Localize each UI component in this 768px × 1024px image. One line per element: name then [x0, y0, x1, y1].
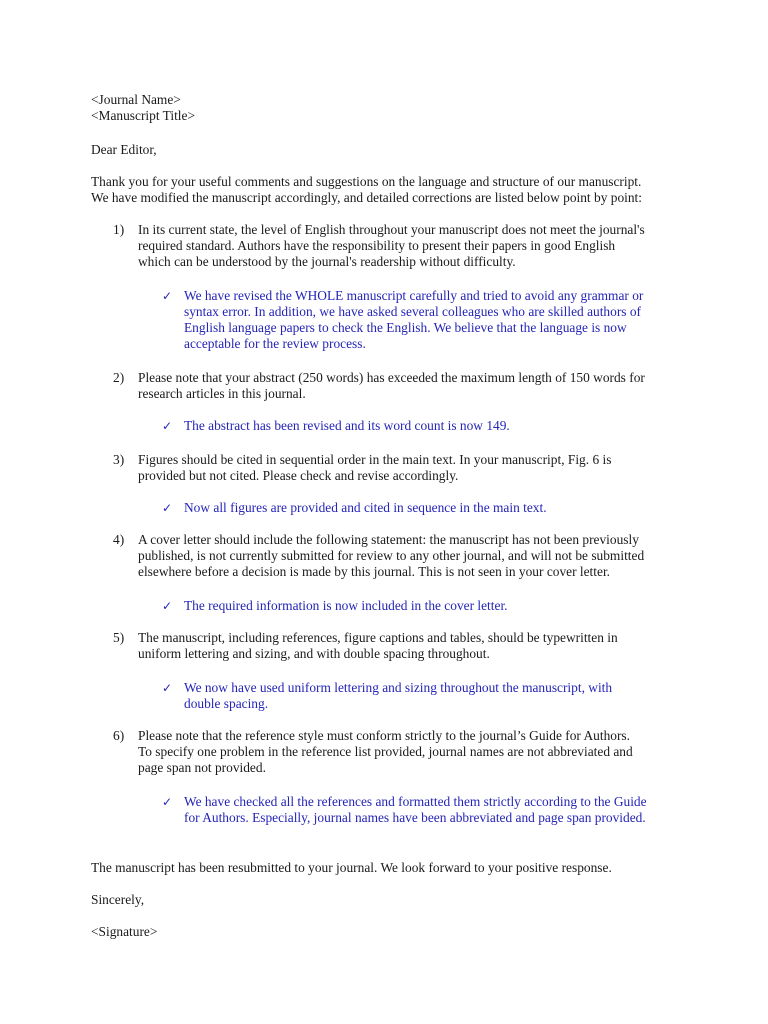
point-number: 3) — [113, 452, 125, 467]
comment-line: Figures should be cited in sequential order in the main text. In your manuscript, Fig. 6 is — [138, 452, 612, 467]
journal-name: <Journal Name> — [91, 92, 181, 107]
signoff: Sincerely, — [91, 892, 145, 907]
comment-line: Please note that your abstract (250 words) has exceeded the maximum length of 150 words for — [138, 370, 645, 385]
response-text — [184, 500, 704, 516]
response-text — [184, 680, 704, 712]
comment-line: published, is not currently submitted for review to any other journal, and will not be submitted — [138, 548, 645, 563]
point-comment — [138, 370, 693, 402]
checkmark-icon: ✓ — [162, 501, 173, 515]
point-number: 2) — [113, 370, 125, 385]
checkmark-icon: ✓ — [162, 795, 173, 809]
response-line: We have checked all the references and formatted them strictly according to the Guide — [184, 794, 647, 809]
point-number: 4) — [113, 532, 125, 547]
comment-line: elsewhere before a decision is made by this journal. This is not seen in your cover letter. — [138, 564, 611, 579]
letter-header — [91, 92, 691, 124]
comment-line: The manuscript, including references, figure captions and tables, should be typewritten in — [138, 630, 618, 645]
intro-paragraph — [91, 174, 691, 206]
signature: <Signature> — [91, 924, 158, 939]
checkmark-icon: ✓ — [162, 419, 173, 433]
salutation: Dear Editor, — [91, 142, 157, 157]
intro-line: We have modified the manuscript accordingly, and detailed corrections are listed below point by point: — [91, 190, 642, 205]
response-line: We now have used uniform lettering and sizing throughout the manuscript, with — [184, 680, 613, 695]
comment-line: In its current state, the level of English throughout your manuscript does not meet the journal's — [138, 222, 645, 237]
comment-line: Please note that the reference style must conform strictly to the journal’s Guide for Authors. — [138, 728, 630, 743]
response-line: acceptable for the review process. — [184, 336, 366, 351]
response-line: We have revised the WHOLE manuscript carefully and tried to avoid any grammar or — [184, 288, 644, 303]
checkmark-icon: ✓ — [162, 289, 173, 303]
point-number: 1) — [113, 222, 125, 237]
comment-line: required standard. Authors have the responsibility to present their papers in good English — [138, 238, 616, 253]
response-line: syntax error. In addition, we have asked several colleagues who are skilled authors of — [184, 304, 641, 319]
response-line: double spacing. — [184, 696, 269, 711]
response-text — [184, 598, 704, 614]
checkmark-icon: ✓ — [162, 681, 173, 695]
response-text — [184, 288, 704, 352]
intro-line: Thank you for your useful comments and suggestions on the language and structure of our manuscript. — [91, 174, 642, 189]
comment-line: research articles in this journal. — [138, 386, 306, 401]
response-line: Now all figures are provided and cited in sequence in the main text. — [184, 500, 547, 515]
response-line: The abstract has been revised and its word count is now 149. — [184, 418, 510, 433]
response-text — [184, 794, 704, 826]
point-comment — [138, 728, 693, 776]
comment-line: provided but not cited. Please check and revise accordingly. — [138, 468, 459, 483]
closing-paragraph: The manuscript has been resubmitted to your journal. We look forward to your positive response. — [91, 860, 612, 875]
point-number: 5) — [113, 630, 125, 645]
response-line: The required information is now included in the cover letter. — [184, 598, 508, 613]
point-comment — [138, 532, 693, 580]
point-comment — [138, 630, 693, 662]
checkmark-icon: ✓ — [162, 599, 173, 613]
comment-line: A cover letter should include the following statement: the manuscript has not been previously — [138, 532, 639, 547]
comment-line: uniform lettering and sizing, and with double spacing throughout. — [138, 646, 490, 661]
response-text — [184, 418, 704, 434]
comment-line: page span not provided. — [138, 760, 266, 775]
comment-line: To specify one problem in the reference list provided, journal names are not abbreviated and — [138, 744, 633, 759]
response-line: English language papers to check the English. We believe that the language is now — [184, 320, 627, 335]
point-comment — [138, 452, 693, 484]
point-number: 6) — [113, 728, 125, 743]
manuscript-title: <Manuscript Title> — [91, 108, 196, 123]
point-comment — [138, 222, 693, 270]
response-line: for Authors. Especially, journal names have been abbreviated and page span provided. — [184, 810, 646, 825]
comment-line: which can be understood by the journal's readership without difficulty. — [138, 254, 516, 269]
